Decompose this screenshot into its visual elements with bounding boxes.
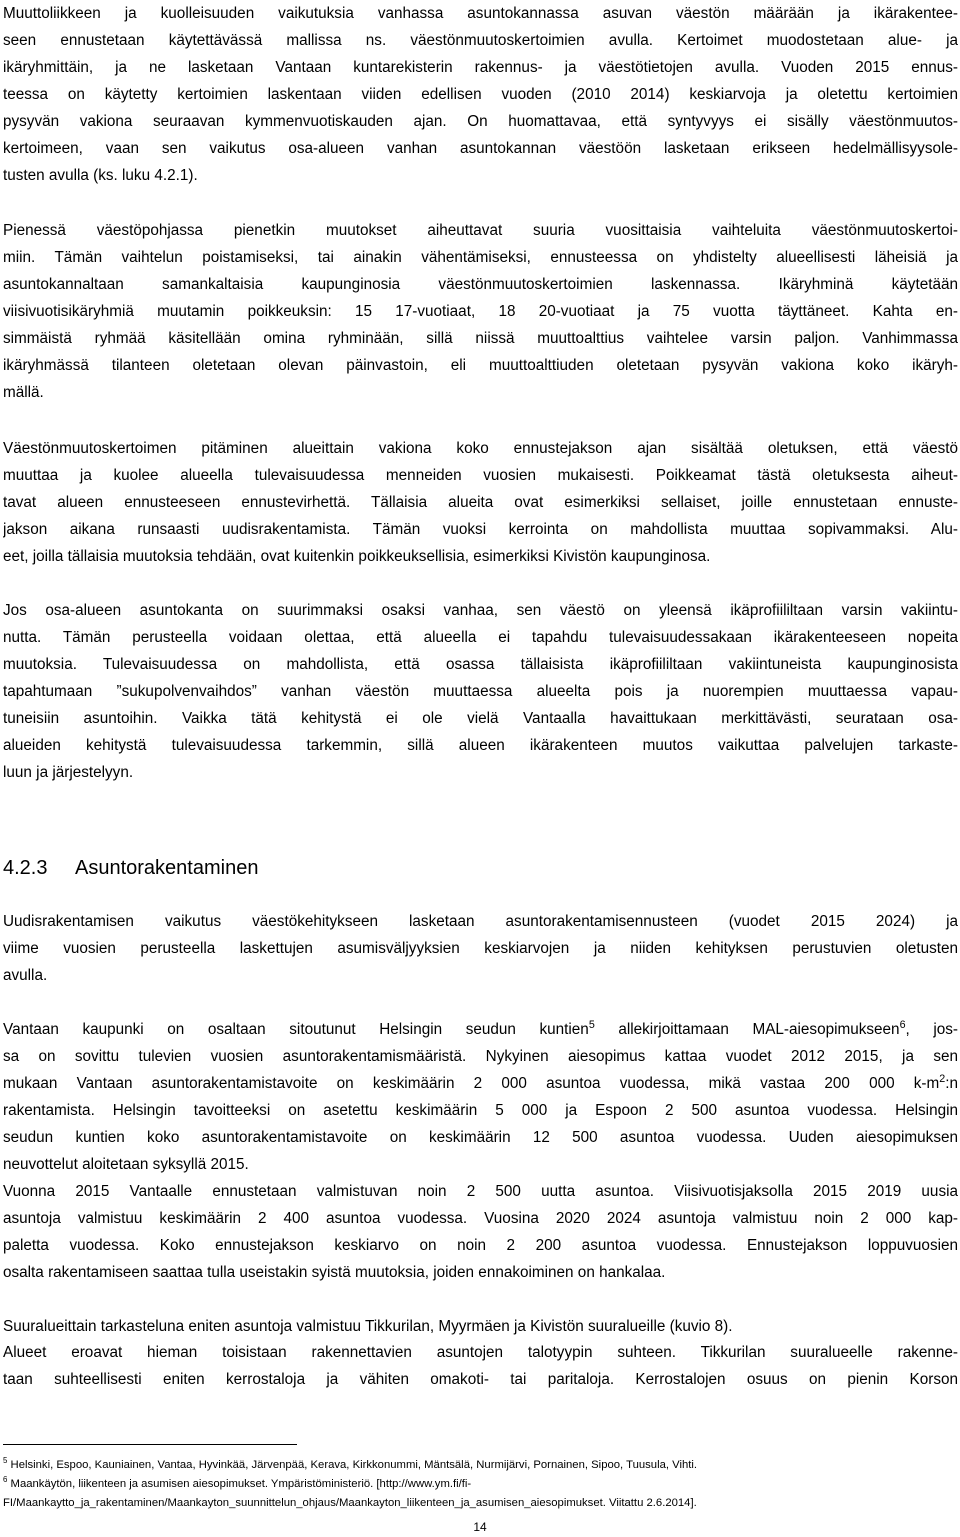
- text-line: Pienessä väestöpohjassa pienetkin muutokset aiheuttavat suuria vuosittaisia vaihteluita väestönmuutoskertoi-: [3, 222, 958, 239]
- paragraph-migration-mortality: [3, 0, 958, 189]
- footnote-mark-5: 5: [588, 1018, 595, 1031]
- paragraph-old-housing-stock: [3, 597, 958, 786]
- paragraph-mal-agreement: [3, 1016, 958, 1178]
- text-line: tavat alueen ennusteeseen ennustevirhettä. Tällaisia alueita ovat esimerkiksi sellaiset, joille ennustetaan ennuste-: [3, 494, 958, 511]
- text-line: viime vuosien perusteella laskettujen asumisväljyyksien keskiarvojen ja niiden kehityksen perustuvien oletusten: [3, 940, 958, 957]
- superscript: 2: [939, 1072, 946, 1085]
- text-line: tapahtumaan ”sukupolvenvaihdos” vanhan väestön muuttaessa alueelta pois ja nuorempien muuttaessa vapau-: [3, 683, 958, 700]
- text-line: tuneisiin asuntoihin. Vaikka tätä kehitystä ei ole vielä Vantaalla havaittukaan merkittävästi, seurataan osa-: [3, 710, 958, 727]
- text-line: luun ja järjestelyyn.: [3, 764, 134, 781]
- text-line: viisivuotisikäryhmiä muutamin poikkeuksin: 15 17-vuotiaat, 18 20-vuotiaat ja 75 vuotta täyttäneet. Kahta en-: [3, 303, 958, 320]
- paragraph-small-population: [3, 217, 958, 406]
- paragraph-completions-forecast: [3, 1178, 958, 1286]
- text-line: Jos osa-alueen asuntokanta on suurimmaksi osaksi vanhaa, sen väestö on yleensä ikäprofiililtaan varsin vakiintu-: [3, 602, 958, 619]
- text-line: mällä.: [3, 384, 44, 401]
- text-line: seudun kuntien koko asuntorakentamistavoite on keskimäärin 12 500 asuntoa vuodessa. Uuden aiesopimuksen: [3, 1129, 958, 1146]
- text-line: avulla.: [3, 967, 48, 984]
- paragraph-new-construction-effect: [3, 908, 958, 989]
- text-line: kertoimeen, vaan sen vaikutus osa-alueen vanhan asuntokannan väestöön lasketaan erikseen hedelmällisyysole-: [3, 140, 958, 157]
- text-line: muutoksia. Tulevaisuudessa on mahdollista, että osassa tällaisista ikäprofiililtaan vakiintuneista kaupunginosista: [3, 656, 958, 673]
- page-number: 14: [473, 1520, 487, 1534]
- text-line: Vantaan kaupunki on osaltaan sitoutunut Helsingin seudun kuntien$^5$ allekirjoittamaan MAL-aiesopimukseen$^6$, jos-: [3, 1018, 958, 1038]
- paragraph-major-districts: [3, 1313, 958, 1340]
- text-line: Muuttoliikkeen ja kuolleisuuden vaikutuksia vanhassa asuntokannassa asuvan väestön määrään ja ikärakentee-: [3, 5, 958, 22]
- text-line: Suuralueittain tarkasteluna eniten asuntoja valmistuu Tikkurilan, Myyrmäen ja Kivistön suuralueille (kuvio 8).: [3, 1318, 733, 1335]
- footnotes: [3, 1456, 958, 1513]
- text-line: Vuonna 2015 Vantaalle ennustetaan valmistuvan noin 2 500 uutta asuntoa. Viisivuotisjaksolla 2015 2019 uusia: [3, 1183, 958, 1200]
- text-line: asuntoja valmistuu keskimäärin 2 400 asuntoa vuodessa. Vuosina 2020 2024 asuntoja valmistuu noin 2 000 kap-: [3, 1210, 958, 1227]
- section-title: Asuntorakentaminen: [75, 857, 259, 879]
- footnote-5: $^5$ Helsinki, Espoo, Kauniainen, Vantaa, Hyvinkää, Järvenpää, Kerava, Kirkkonummi, Mäntsälä, Nurmijärvi, Pornainen, Sipoo, Tuusula, Vihti.: [3, 1456, 698, 1471]
- text-line: miin. Tämän vaihtelun poistamiseksi, tai ainakin vähentämiseksi, ennusteessa on yhdistelty alueellisesti läheisiä ja: [3, 249, 958, 266]
- text-line: asuntokannaltaan samankaltaisia kaupunginosia väestönmuutoskertoimien laskennassa. Ikäryhminä käytetään: [3, 276, 958, 293]
- text-line: Uudisrakentamisen vaikutus väestökehitykseen lasketaan asuntorakentamisennusteen (vuodet 2015 2024) ja: [3, 913, 958, 930]
- footnote-6: $^6$ Maankäytön, liikenteen ja asumisen aiesopimukset. Ympäristöministeriö. [http://www.ym.fi/fi-: [3, 1475, 472, 1490]
- text-line: ikäryhmässä tilanteen oletetaan olevan päinvastoin, eli muuttoalttiuden oletetaan pysyvän vakiona koko ikäryh-: [3, 357, 958, 374]
- text-line: taan suhteellisesti eniten kerrostaloja ja vähiten omakoti- tai paritaloja. Kerrostalojen osuus on pienin Korson: [3, 1371, 958, 1388]
- text-line: Alueet eroavat hieman toisistaan rakennettavien asuntojen talotyypin suhteen. Tikkurilan suuralueelle rakenne-: [3, 1344, 958, 1361]
- text-line: mukaan Vantaan asuntorakentamistavoite on keskimäärin 2 000 asuntoa vuodessa, mikä vastaa 200 000 $k-m^2:n$: [3, 1072, 958, 1092]
- text-line: rakentamista. Helsingin tavoitteeksi on asetettu keskimäärin 5 000 ja Espoon 2 500 asuntoa vuodessa. Helsingin: [3, 1102, 958, 1119]
- text-line: Väestönmuutoskertoimen pitäminen alueittain vakiona koko ennustejakson ajan sisältää oletuksen, että väestö: [3, 440, 958, 457]
- text-line: eet, joilla tällaisia muutoksia tehdään, ovat kuitenkin poikkeuksellisia, esimerkiksi Kivistön kaupunginosa.: [3, 548, 711, 565]
- text-line: neuvottelut aloitetaan syksyllä 2015.: [3, 1156, 249, 1173]
- paragraph-constant-coefficient: [3, 435, 958, 570]
- text-line: muuttaa ja kuolee alueella tulevaisuudessa menneiden vuosien mukaisesti. Poikkeamat tästä oletuksesta aiheut-: [3, 467, 958, 484]
- section-number: 4.2.3: [3, 857, 48, 879]
- footnote-6-continued: FI/Maankaytto_ja_rakentaminen/Maankayton_suunnittelun_ohjaus/Maankayton_liikenteen_ja_asumisen_aiesopimukset. Viitattu 2.6.2014].: [3, 1497, 697, 1509]
- text-line: simmäistä ryhmää käsitellään omina ryhminään, sillä niissä muuttoalttius vaihtelee varsin paljon. Vanhimmassa: [3, 330, 958, 347]
- section-heading: [3, 852, 258, 884]
- text-line: nutta. Tämän perusteella voidaan olettaa, että alueella ei tapahdu tulevaisuudessakaan ikärakenteeseen nopeita: [3, 629, 958, 646]
- text-line: osalta rakentamiseen saattaa tulla useistakin syistä muutoksia, joiden ennakoiminen on hankalaa.: [3, 1264, 666, 1281]
- footnote-mark-6: 6: [899, 1018, 906, 1031]
- text-line: teessa on käytetty kertoimien laskentaan viiden edellisen vuoden (2010 2014) keskiarvoja ja oletettu kertoimien: [3, 86, 958, 103]
- text-line: sa on sovittu tulevien vuosien asuntorakentamismääristä. Nykyinen aiesopimus kattaa vuodet 2012 2015, ja sen: [3, 1048, 958, 1065]
- text-line: pysyvän vakiona seuraavan kymmenvuotiskauden ajan. On huomattavaa, että syntyvyys ei sisälly väestönmuutos-: [3, 113, 958, 130]
- text-line: paletta vuodessa. Koko ennustejakson keskiarvo on noin 2 200 asuntoa vuodessa. Ennustejakson loppuvuosien: [3, 1237, 958, 1254]
- text-line: alueiden kehitystä tulevaisuudessa tarkemmin, sillä alueen ikärakenteen muutos vaikuttaa palvelujen tarkaste-: [3, 737, 958, 754]
- text-line: tusten avulla (ks. luku 4.2.1).: [3, 167, 198, 184]
- footnote-separator: [3, 1444, 297, 1445]
- text-line: ikäryhmittäin, ja ne lasketaan Vantaan kuntarekisterin rakennus- ja väestötietojen avulla. Vuoden 2015 ennus-: [3, 59, 958, 76]
- text-line: seen ennustetaan käytettävässä mallissa ns. väestönmuutoskertoimien avulla. Kertoimet muodostetaan alue- ja: [3, 32, 958, 49]
- text-line: jakson aikana runsaasti uudisrakentamista. Tämän vuoksi kerrointa on mahdollista muuttaa sopivammaksi. Alu-: [3, 521, 958, 538]
- paragraph-major-districts-cont: [3, 1339, 958, 1393]
